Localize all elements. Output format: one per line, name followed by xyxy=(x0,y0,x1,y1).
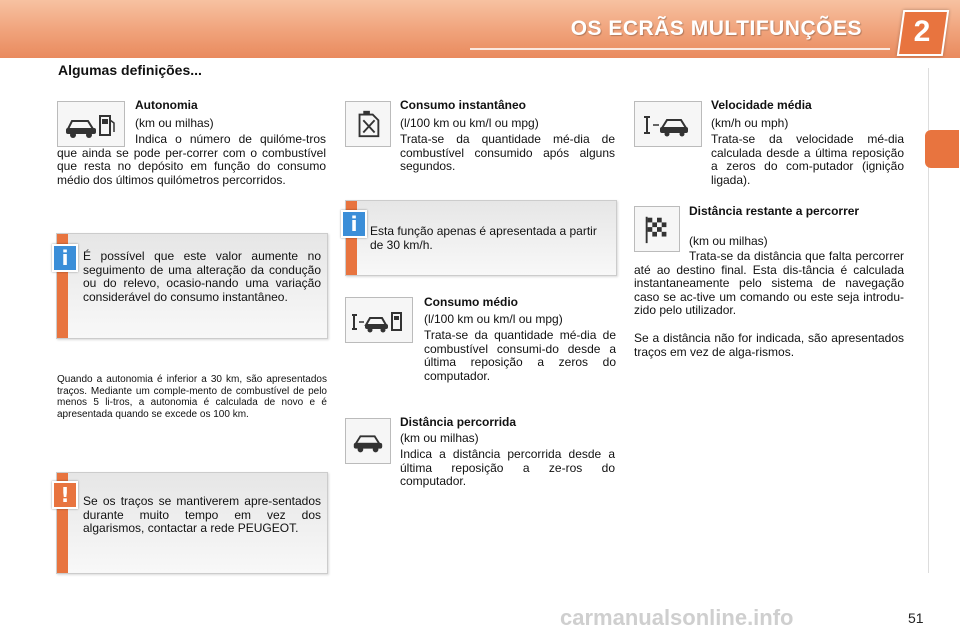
warning-icon: ! xyxy=(52,481,78,509)
consumo-instantaneo-text: Trata-se da quantidade mé-dia de combustível consumido após alguns segundos. xyxy=(400,132,615,173)
distancia-restante-text: Trata-se da distância que falta percorrer até ao destino final. Esta dis-tância é calculada instantaneamente pelo sistema de navegação caso se ac-tive um comando ou este seja introdu-zido pelo utilizador. xyxy=(634,249,904,317)
autonomy-footnote: Quando a autonomia é inferior a 30 km, são apresentados traços. Mediante um comple-mento de combustível de pelo menos 5 li-tros, a autonomia é calculada de novo e é apresentada quando se excede os 100 km. xyxy=(57,374,327,420)
warning-note-text: Se os traços se mantiverem apre-sentados durante muito tempo em vez dos algarismos, contactar a rede PEUGEOT. xyxy=(83,494,321,535)
distancia-percorrida-unit: (km ou milhas) xyxy=(400,431,479,445)
velocidade-media-unit: (km/h ou mph) xyxy=(711,116,789,130)
consumo-medio-text: Trata-se da quantidade mé-dia de combustível consumi-do desde a última reposição a zeros do computador. xyxy=(424,328,616,383)
info-note-speed-text: Esta função apenas é apresentada a partir de 30 km/h. xyxy=(370,224,597,252)
car-icon xyxy=(345,418,391,464)
distancia-restante-title: Distância restante a percorrer xyxy=(689,204,860,218)
info-icon: i xyxy=(52,244,78,272)
info-note-variation-text: É possível que este valor aumente no seguimento de uma alteração da condução ou do relevo, ocasio-nando uma variação considerável do consumo instantâneo. xyxy=(83,249,321,304)
autonomia-title: Autonomia xyxy=(135,98,198,112)
distancia-restante-unit: (km ou milhas) xyxy=(689,234,768,248)
marker-car-icon xyxy=(634,101,702,147)
autonomia-unit: (km ou milhas) xyxy=(135,116,214,130)
section-title: Algumas definições... xyxy=(58,62,202,78)
distancia-percorrida-text: Indica a distância percorrida desde a última reposição a ze-ros do computador. xyxy=(400,447,615,488)
velocidade-media-text: Trata-se da velocidade mé-dia calculada desde a última reposição a zeros do com-putador (ignição ligada). xyxy=(711,132,904,187)
fuel-can-icon xyxy=(345,101,391,147)
consumo-medio-unit: (l/100 km ou km/l ou mpg) xyxy=(424,312,563,326)
header-divider xyxy=(470,48,890,50)
consumo-medio-title: Consumo médio xyxy=(424,295,519,309)
info-note-speed xyxy=(345,200,617,276)
warning-note xyxy=(56,472,328,574)
info-note-variation xyxy=(56,233,328,339)
chapter-number: 2 xyxy=(913,15,931,48)
marker-car-fuel-icon xyxy=(345,297,413,343)
velocidade-media-title: Velocidade média xyxy=(711,98,812,112)
checkered-flag-icon xyxy=(634,206,680,252)
consumo-instantaneo-unit: (l/100 km ou km/l ou mpg) xyxy=(400,116,539,130)
autonomia-text: Indica o número de quilóme-tros que ainda se pode per-correr com o combustível que resta no depósito em função do consumo médio dos últimos quilómetros percorridos. xyxy=(57,132,326,187)
consumo-instantaneo-title: Consumo instantâneo xyxy=(400,98,527,112)
chapter-tab-active[interactable] xyxy=(925,130,959,168)
watermark: carmanualsonline.info xyxy=(560,605,794,630)
page-title: OS ECRÃS MULTIFUNÇÕES xyxy=(570,17,862,40)
distancia-percorrida-title: Distância percorrida xyxy=(400,415,517,429)
distancia-restante-text-2: Se a distância não for indicada, são apresentados traços em vez de alga-rismos. xyxy=(634,331,904,359)
page-number: 51 xyxy=(908,610,924,626)
info-icon: i xyxy=(341,210,367,238)
